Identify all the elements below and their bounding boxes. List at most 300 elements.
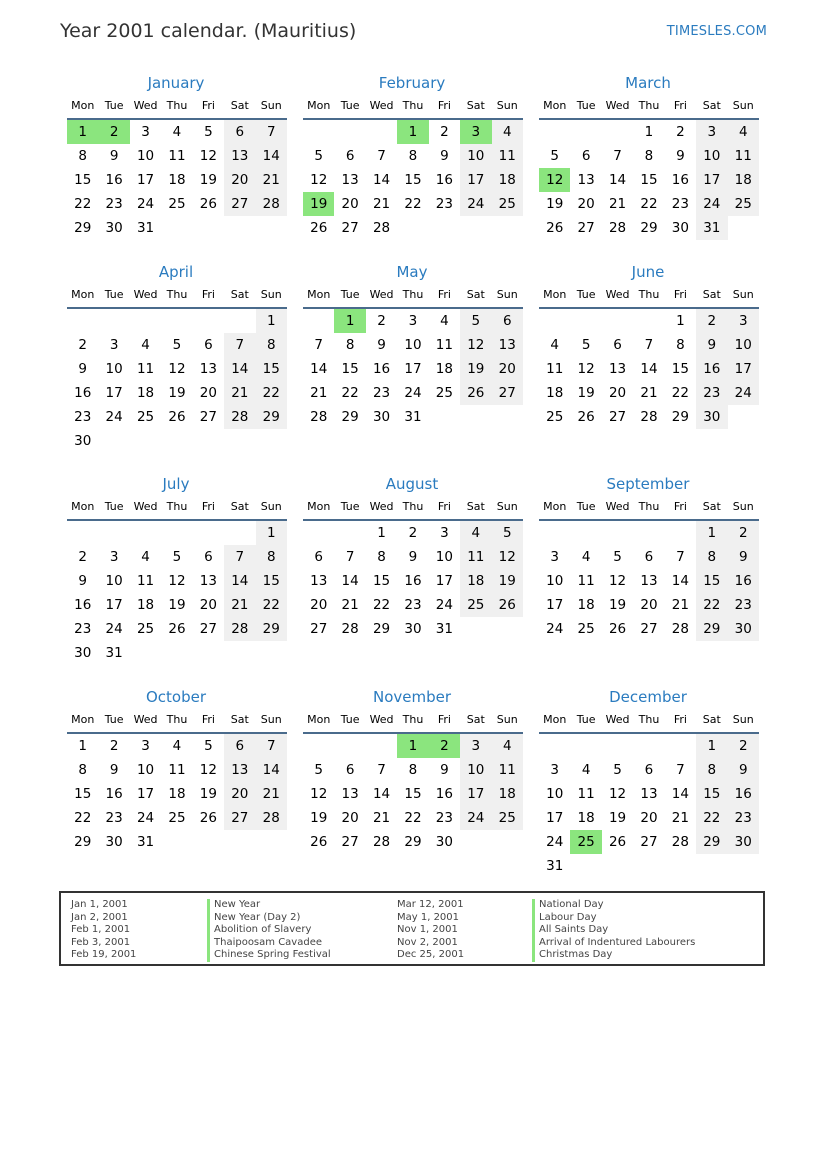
month-weeks: [539, 734, 759, 878]
day-cell: 27: [341, 834, 359, 850]
day-cell: 22: [256, 593, 287, 617]
day-cell: 9: [440, 148, 449, 164]
week-row: [67, 569, 287, 593]
day-cell: 29: [696, 617, 727, 641]
weekday-header: [67, 495, 287, 521]
day-cell: 16: [435, 786, 453, 802]
day-cell: 12: [168, 573, 186, 589]
week-row: [539, 782, 759, 806]
day-cell: 14: [256, 144, 287, 168]
empty-day: [256, 830, 287, 854]
day-cell: 17: [105, 597, 123, 613]
weekday-label: Sat: [230, 99, 249, 112]
day-cell: 13: [199, 361, 217, 377]
month-january: [67, 72, 289, 240]
day-cell: 11: [728, 144, 759, 168]
day-cell: 2: [78, 549, 87, 565]
month-weeks: [67, 521, 287, 665]
empty-day: [193, 641, 224, 665]
month-august: [303, 473, 525, 641]
weekday-label: Thu: [166, 713, 188, 726]
empty-day: [728, 216, 759, 240]
day-cell: 3: [440, 525, 449, 541]
empty-day: [633, 854, 664, 878]
day-cell: 15: [696, 782, 727, 806]
weekday-label: Fri: [201, 500, 215, 513]
weekday-header: [539, 708, 759, 734]
day-cell: 3: [550, 549, 559, 565]
week-row: [303, 758, 523, 782]
day-cell: 20: [640, 810, 658, 826]
week-row: [67, 405, 287, 429]
weekday-label: Thu: [402, 99, 424, 112]
legend-holiday-name: Christmas Day: [532, 949, 695, 962]
weekday-label: Thu: [638, 99, 660, 112]
day-cell: 31: [435, 621, 453, 637]
week-row: [67, 381, 287, 405]
day-cell: 3: [109, 337, 119, 353]
weekday-label: Sun: [260, 500, 282, 513]
day-cell: 9: [676, 148, 685, 164]
day-cell: 11: [577, 786, 595, 802]
day-cell: 21: [372, 810, 391, 826]
week-row: [303, 192, 523, 216]
day-cell: 25: [168, 196, 186, 212]
day-cell: 18: [577, 810, 595, 826]
weekday-label: Thu: [402, 713, 424, 726]
day-cell: 14: [224, 569, 255, 593]
month-name: October: [145, 688, 207, 706]
day-cell: 7: [644, 337, 654, 353]
day-cell: 13: [341, 786, 359, 802]
day-cell: 1: [256, 521, 287, 545]
weekday-label: Fri: [673, 288, 687, 301]
legend-date: May 1, 2001: [397, 911, 460, 923]
day-cell: 18: [546, 385, 564, 401]
legend-dates-right: [397, 899, 464, 962]
day-cell: 17: [435, 573, 453, 589]
day-cell: 28: [224, 405, 255, 429]
empty-day: [665, 521, 696, 545]
day-cell: 23: [435, 196, 453, 212]
day-cell: 11: [492, 758, 523, 782]
day-cell: 16: [404, 573, 422, 589]
legend-holiday-name: Chinese Spring Festival: [207, 949, 331, 962]
day-cell: 1: [676, 313, 685, 329]
weekday-label: Sun: [260, 713, 282, 726]
empty-day: [602, 854, 633, 878]
day-cell: 8: [408, 148, 418, 164]
weekday-label: Fri: [437, 288, 451, 301]
day-cell: 3: [728, 309, 759, 333]
weekday-label: Tue: [104, 713, 124, 726]
day-cell: 3: [408, 313, 418, 329]
weekday-label: Mon: [543, 713, 567, 726]
day-cell: 28: [608, 220, 627, 236]
week-row: [539, 216, 759, 240]
day-cell: 15: [372, 573, 391, 589]
day-cell: 7: [613, 148, 622, 164]
weekday-label: Sun: [496, 713, 518, 726]
weekday-label: Sat: [466, 713, 485, 726]
weekday-label: Wed: [133, 288, 158, 301]
month-name: July: [162, 475, 190, 493]
month-weeks: [539, 309, 759, 429]
day-cell: 2: [408, 525, 418, 541]
weekday-label: Sun: [732, 500, 754, 513]
empty-day: [539, 521, 570, 545]
weekday-header: [539, 283, 759, 309]
weekday-label: Sat: [466, 99, 485, 112]
day-cell: 6: [345, 762, 355, 778]
day-cell: 15: [74, 172, 92, 188]
day-cell: 21: [256, 168, 287, 192]
day-cell: 14: [372, 786, 391, 802]
weekday-label: Sun: [732, 288, 754, 301]
day-cell: 6: [204, 337, 213, 353]
weekday-label: Fri: [673, 713, 687, 726]
empty-day: [665, 854, 696, 878]
weekday-label: Tue: [576, 500, 596, 513]
week-row: [303, 405, 523, 429]
month-name: February: [378, 74, 446, 92]
day-cell: 10: [435, 549, 453, 565]
day-cell: 23: [372, 385, 391, 401]
day-cell: 23: [728, 593, 759, 617]
month-name: April: [158, 263, 194, 281]
month-name: November: [372, 688, 452, 706]
day-cell: 19: [608, 597, 627, 613]
day-cell: 5: [613, 549, 622, 565]
day-cell: 1: [397, 734, 428, 758]
day-cell: 13: [199, 573, 217, 589]
empty-day: [303, 309, 334, 333]
day-cell: 10: [136, 148, 155, 164]
day-cell: 7: [224, 545, 255, 569]
day-cell: 3: [550, 762, 559, 778]
legend-names-right: [532, 899, 695, 962]
day-cell: 25: [136, 409, 155, 425]
day-cell: 23: [105, 196, 123, 212]
day-cell: 9: [408, 549, 418, 565]
day-cell: 27: [341, 220, 359, 236]
day-cell: 17: [728, 357, 759, 381]
day-cell: 2: [728, 521, 759, 545]
day-cell: 16: [728, 782, 759, 806]
week-row: [67, 617, 287, 641]
empty-day: [602, 309, 633, 333]
day-cell: 14: [671, 573, 689, 589]
day-cell: 31: [546, 858, 564, 874]
weekday-header: [539, 94, 759, 120]
day-cell: 23: [74, 621, 92, 637]
day-cell: 22: [696, 806, 727, 830]
week-row: [539, 192, 759, 216]
day-cell: 20: [199, 597, 217, 613]
day-cell: 18: [136, 385, 155, 401]
site-link[interactable]: TIMESLES.COM: [666, 24, 767, 39]
day-cell: 3: [696, 120, 727, 144]
day-cell: 14: [608, 172, 627, 188]
week-row: [67, 144, 287, 168]
empty-day: [161, 309, 192, 333]
weekday-header: [67, 283, 287, 309]
day-cell: 15: [696, 569, 727, 593]
day-cell: 19: [168, 597, 186, 613]
weekday-label: Wed: [133, 713, 158, 726]
day-cell: 7: [345, 549, 355, 565]
weekday-label: Sun: [260, 288, 282, 301]
day-cell: 10: [136, 762, 155, 778]
day-cell: 8: [345, 337, 355, 353]
day-cell: 10: [546, 786, 564, 802]
day-cell: 28: [256, 806, 287, 830]
day-cell: 4: [550, 337, 559, 353]
day-cell: 24: [696, 192, 727, 216]
day-cell: 18: [460, 569, 491, 593]
weekday-label: Mon: [307, 99, 331, 112]
day-cell: 8: [377, 549, 386, 565]
week-row: [67, 309, 287, 333]
week-row: [303, 333, 523, 357]
week-row: [539, 381, 759, 405]
day-cell: 16: [728, 569, 759, 593]
day-cell: 27: [199, 621, 217, 637]
weekday-label: Sun: [732, 713, 754, 726]
day-cell: 1: [644, 124, 654, 140]
day-cell: 25: [728, 192, 759, 216]
day-cell: 4: [141, 549, 150, 565]
day-cell: 11: [435, 337, 453, 353]
month-october: [67, 686, 289, 854]
week-row: [539, 617, 759, 641]
legend-holiday-name: New Year: [207, 899, 331, 912]
weekday-label: Tue: [104, 99, 124, 112]
empty-day: [492, 830, 523, 854]
weekday-label: Wed: [605, 713, 630, 726]
day-cell: 3: [460, 120, 491, 144]
day-cell: 9: [696, 333, 727, 357]
day-cell: 23: [671, 196, 689, 212]
week-row: [303, 734, 523, 758]
day-cell: 12: [168, 361, 186, 377]
empty-day: [130, 309, 161, 333]
weekday-label: Sun: [496, 288, 518, 301]
day-cell: 25: [492, 806, 523, 830]
empty-day: [193, 830, 224, 854]
week-row: [539, 545, 759, 569]
day-cell: 14: [224, 357, 255, 381]
day-cell: 29: [640, 220, 658, 236]
weekday-label: Mon: [543, 99, 567, 112]
day-cell: 16: [105, 172, 123, 188]
day-cell: 17: [136, 786, 155, 802]
weekday-label: Mon: [543, 288, 567, 301]
empty-day: [130, 429, 161, 453]
day-cell: 21: [671, 597, 689, 613]
month-march: [539, 72, 761, 240]
day-cell: 4: [492, 120, 523, 144]
day-cell: 21: [224, 593, 255, 617]
day-cell: 17: [546, 810, 564, 826]
day-cell: 5: [204, 124, 213, 140]
weekday-label: Sat: [702, 500, 721, 513]
legend-holiday-name: Thaipoosam Cavadee: [207, 937, 331, 950]
day-cell: 2: [109, 738, 119, 754]
day-cell: 9: [728, 545, 759, 569]
day-cell: 19: [577, 385, 595, 401]
day-cell: 21: [256, 782, 287, 806]
day-cell: 2: [676, 124, 685, 140]
day-cell: 8: [256, 333, 287, 357]
day-cell: 10: [460, 758, 491, 782]
day-cell: 6: [492, 309, 523, 333]
day-cell: 5: [314, 762, 323, 778]
month-july: [67, 473, 289, 665]
weekday-label: Tue: [340, 99, 360, 112]
day-cell: 1: [67, 120, 98, 144]
day-cell: 3: [141, 738, 150, 754]
day-cell: 17: [460, 168, 491, 192]
weekday-label: Mon: [307, 500, 331, 513]
day-cell: 17: [460, 782, 491, 806]
weekday-label: Sun: [260, 99, 282, 112]
week-row: [67, 830, 287, 854]
day-cell: 24: [460, 806, 491, 830]
day-cell: 8: [644, 148, 654, 164]
day-cell: 22: [696, 593, 727, 617]
weekday-label: Tue: [340, 713, 360, 726]
day-cell: 27: [310, 621, 328, 637]
day-cell: 3: [141, 124, 150, 140]
day-cell: 15: [256, 357, 287, 381]
day-cell: 24: [136, 810, 155, 826]
day-cell: 1: [696, 521, 727, 545]
day-cell: 8: [78, 762, 87, 778]
empty-day: [224, 521, 255, 545]
day-cell: 12: [539, 168, 570, 192]
day-cell: 6: [644, 549, 654, 565]
day-cell: 12: [577, 361, 595, 377]
week-row: [67, 333, 287, 357]
day-cell: 6: [613, 337, 622, 353]
day-cell: 7: [377, 148, 386, 164]
empty-day: [539, 120, 570, 144]
day-cell: 12: [310, 786, 328, 802]
legend-date: Feb 3, 2001: [71, 936, 131, 948]
day-cell: 14: [256, 758, 287, 782]
week-row: [303, 357, 523, 381]
day-cell: 30: [728, 830, 759, 854]
day-cell: 1: [377, 525, 386, 541]
legend-date: Nov 2, 2001: [397, 936, 458, 948]
day-cell: 21: [671, 810, 689, 826]
day-cell: 8: [408, 762, 418, 778]
day-cell: 20: [492, 357, 523, 381]
week-row: [67, 357, 287, 381]
month-weeks: [67, 120, 287, 240]
day-cell: 19: [199, 786, 217, 802]
day-cell: 3: [460, 734, 491, 758]
day-cell: 17: [105, 385, 123, 401]
empty-day: [193, 429, 224, 453]
week-row: [303, 381, 523, 405]
day-cell: 12: [608, 573, 627, 589]
empty-day: [98, 521, 129, 545]
day-cell: 9: [109, 148, 119, 164]
week-row: [539, 806, 759, 830]
week-row: [539, 758, 759, 782]
day-cell: 14: [671, 786, 689, 802]
weekday-label: Tue: [576, 288, 596, 301]
day-cell: 6: [224, 734, 255, 758]
month-name: March: [625, 74, 671, 92]
day-cell: 10: [105, 361, 123, 377]
empty-day: [728, 405, 759, 429]
day-cell: 22: [404, 810, 422, 826]
empty-day: [602, 120, 633, 144]
day-cell: 15: [671, 361, 689, 377]
week-row: [303, 120, 523, 144]
day-cell: 9: [109, 762, 119, 778]
empty-day: [256, 216, 287, 240]
legend-holiday-name: Abolition of Slavery: [207, 924, 331, 937]
legend-holiday-name: New Year (Day 2): [207, 912, 331, 925]
day-cell: 10: [728, 333, 759, 357]
week-row: [303, 806, 523, 830]
day-cell: 28: [640, 409, 658, 425]
week-row: [539, 405, 759, 429]
day-cell: 24: [105, 409, 123, 425]
day-cell: 22: [74, 810, 92, 826]
day-cell: 25: [546, 409, 564, 425]
day-cell: 11: [577, 573, 595, 589]
weekday-label: Sat: [702, 99, 721, 112]
week-row: [303, 521, 523, 545]
legend-date: Jan 1, 2001: [71, 899, 128, 910]
day-cell: 4: [581, 549, 591, 565]
day-cell: 12: [608, 786, 627, 802]
empty-day: [98, 309, 129, 333]
empty-day: [602, 734, 633, 758]
weekday-label: Sat: [466, 500, 485, 513]
legend-holiday-name: National Day: [532, 899, 695, 912]
empty-day: [256, 641, 287, 665]
week-row: [303, 309, 523, 333]
weekday-label: Sat: [230, 713, 249, 726]
day-cell: 18: [168, 172, 186, 188]
day-cell: 21: [372, 196, 391, 212]
month-september: [539, 473, 761, 641]
empty-day: [130, 521, 161, 545]
week-row: [303, 593, 523, 617]
day-cell: 29: [256, 617, 287, 641]
day-cell: 6: [581, 148, 591, 164]
day-cell: 12: [199, 148, 217, 164]
day-cell: 11: [460, 545, 491, 569]
empty-day: [570, 854, 601, 878]
day-cell: 26: [577, 409, 595, 425]
day-cell: 20: [577, 196, 595, 212]
day-cell: 7: [256, 120, 287, 144]
weekday-header: [303, 283, 523, 309]
weekday-label: Sat: [702, 713, 721, 726]
day-cell: 25: [460, 593, 491, 617]
day-cell: 30: [404, 621, 422, 637]
month-weeks: [303, 734, 523, 854]
day-cell: 10: [696, 144, 727, 168]
day-cell: 8: [696, 758, 727, 782]
